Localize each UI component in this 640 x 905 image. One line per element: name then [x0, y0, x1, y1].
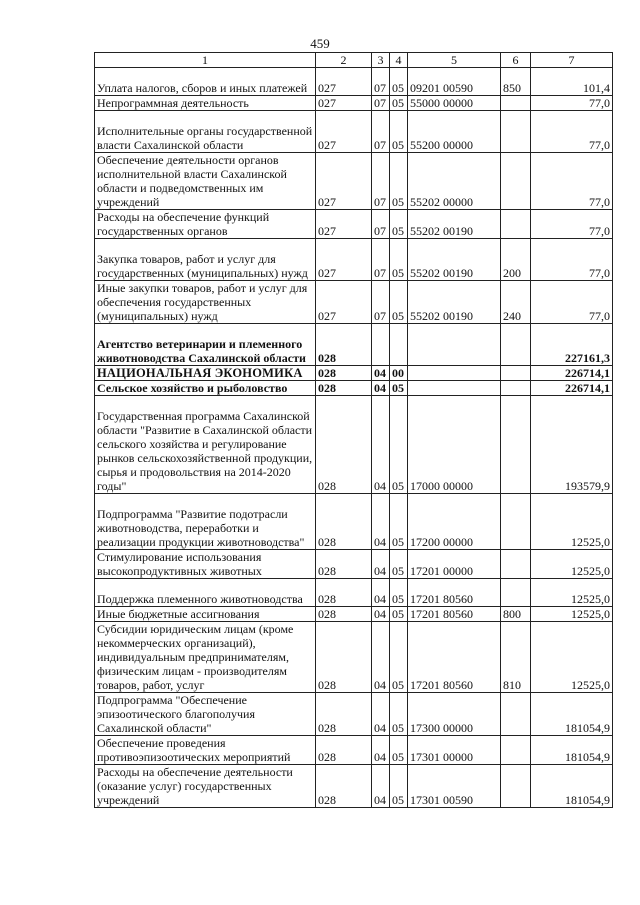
amount: 101,4 [531, 68, 613, 96]
amount: 227161,3 [531, 324, 613, 366]
amount: 77,0 [531, 239, 613, 281]
row-name: Обеспечение деятельности органов исполнительной власти Сахалинской области и подведомственных им учреждений [95, 153, 316, 210]
section-code: 07 [372, 153, 390, 210]
target-article-code [408, 324, 501, 366]
target-article-code: 17300 00000 [408, 693, 501, 736]
section-code: 07 [372, 281, 390, 324]
subsection-code: 05 [390, 736, 408, 765]
table-row [95, 281, 613, 324]
subsection-code: 05 [390, 210, 408, 239]
table-row [95, 239, 613, 281]
column-header: 7 [531, 53, 613, 68]
table-row [95, 96, 613, 111]
section-code: 04 [372, 579, 390, 607]
amount: 181054,9 [531, 736, 613, 765]
admin-code: 028 [316, 736, 372, 765]
table-row [95, 550, 613, 579]
amount: 12525,0 [531, 622, 613, 693]
row-name: Уплата налогов, сборов и иных платежей [95, 68, 316, 96]
amount: 77,0 [531, 111, 613, 153]
amount: 193579,9 [531, 396, 613, 494]
table-row [95, 693, 613, 736]
target-article-code: 17301 00590 [408, 765, 501, 808]
expense-type-code [501, 693, 531, 736]
subsection-code: 05 [390, 281, 408, 324]
table-row [95, 210, 613, 239]
row-name: Подпрограмма "Развитие подотрасли животноводства, переработки и реализации продукции животноводства" [95, 494, 316, 550]
subsection-code: 05 [390, 765, 408, 808]
subsection-code: 05 [390, 494, 408, 550]
column-header: 4 [390, 53, 408, 68]
target-article-code [408, 381, 501, 396]
amount: 181054,9 [531, 693, 613, 736]
budget-table [94, 52, 613, 808]
table-row [95, 366, 613, 381]
section-code: 04 [372, 607, 390, 622]
row-name: Поддержка племенного животноводства [95, 579, 316, 607]
table-row [95, 765, 613, 808]
expense-type-code [501, 381, 531, 396]
subsection-code: 05 [390, 381, 408, 396]
amount: 181054,9 [531, 765, 613, 808]
expense-type-code [501, 396, 531, 494]
column-header: 6 [501, 53, 531, 68]
table-row [95, 579, 613, 607]
admin-code: 027 [316, 281, 372, 324]
row-name: Государственная программа Сахалинской области "Развитие в Сахалинской области сельского хозяйства и регулирование рынков сельскохозяйственной продукции, сырья и продовольствия на 2014-2020 годы" [95, 396, 316, 494]
row-name: Подпрограмма "Обеспечение эпизоотического благополучия Сахалинской области" [95, 693, 316, 736]
section-code: 04 [372, 693, 390, 736]
table-row [95, 494, 613, 550]
column-header: 1 [95, 53, 316, 68]
admin-code: 027 [316, 111, 372, 153]
column-header: 5 [408, 53, 501, 68]
admin-code: 027 [316, 68, 372, 96]
target-article-code: 09201 00590 [408, 68, 501, 96]
amount: 77,0 [531, 281, 613, 324]
section-code: 07 [372, 96, 390, 111]
section-code: 07 [372, 239, 390, 281]
row-name: Расходы на обеспечение функций государственных органов [95, 210, 316, 239]
table-header-row [95, 53, 613, 68]
target-article-code: 55202 00190 [408, 239, 501, 281]
row-name: НАЦИОНАЛЬНАЯ ЭКОНОМИКА [95, 366, 316, 381]
target-article-code [408, 366, 501, 381]
row-name: Субсидии юридическим лицам (кроме некоммерческих организаций), индивидуальным предпринимателям, физическим лицам - производителям товаров, работ, услуг [95, 622, 316, 693]
amount: 12525,0 [531, 550, 613, 579]
expense-type-code: 850 [501, 68, 531, 96]
expense-type-code [501, 494, 531, 550]
amount: 77,0 [531, 153, 613, 210]
target-article-code: 55202 00000 [408, 153, 501, 210]
target-article-code: 17201 80560 [408, 579, 501, 607]
admin-code: 028 [316, 607, 372, 622]
subsection-code: 05 [390, 153, 408, 210]
subsection-code: 05 [390, 622, 408, 693]
row-name: Обеспечение проведения противоэпизоотических мероприятий [95, 736, 316, 765]
subsection-code: 05 [390, 96, 408, 111]
admin-code: 027 [316, 153, 372, 210]
amount: 77,0 [531, 210, 613, 239]
target-article-code: 55202 00190 [408, 281, 501, 324]
column-header: 2 [316, 53, 372, 68]
target-article-code: 55202 00190 [408, 210, 501, 239]
amount: 12525,0 [531, 579, 613, 607]
expense-type-code [501, 550, 531, 579]
subsection-code: 05 [390, 111, 408, 153]
subsection-code: 05 [390, 396, 408, 494]
table-row [95, 381, 613, 396]
admin-code: 028 [316, 693, 372, 736]
table-row [95, 396, 613, 494]
table-row [95, 607, 613, 622]
table-row [95, 736, 613, 765]
table-row [95, 68, 613, 96]
expense-type-code: 800 [501, 607, 531, 622]
expense-type-code: 200 [501, 239, 531, 281]
expense-type-code [501, 324, 531, 366]
target-article-code: 17200 00000 [408, 494, 501, 550]
section-code: 04 [372, 765, 390, 808]
expense-type-code [501, 736, 531, 765]
row-name: Иные закупки товаров, работ и услуг для обеспечения государственных (муниципальных) нужд [95, 281, 316, 324]
subsection-code [390, 324, 408, 366]
admin-code: 028 [316, 381, 372, 396]
target-article-code: 17201 80560 [408, 607, 501, 622]
subsection-code: 05 [390, 550, 408, 579]
expense-type-code [501, 96, 531, 111]
section-code: 04 [372, 381, 390, 396]
subsection-code: 05 [390, 239, 408, 281]
section-code: 07 [372, 210, 390, 239]
subsection-code: 05 [390, 693, 408, 736]
column-header: 3 [372, 53, 390, 68]
row-name: Стимулирование использования высокопродуктивных животных [95, 550, 316, 579]
amount: 12525,0 [531, 494, 613, 550]
expense-type-code [501, 765, 531, 808]
section-code: 04 [372, 736, 390, 765]
admin-code: 028 [316, 494, 372, 550]
table-row [95, 622, 613, 693]
row-name: Сельское хозяйство и рыболовство [95, 381, 316, 396]
expense-type-code [501, 153, 531, 210]
section-code: 04 [372, 550, 390, 579]
page-number: 459 [310, 36, 330, 51]
amount: 77,0 [531, 96, 613, 111]
subsection-code: 05 [390, 68, 408, 96]
target-article-code: 17201 00000 [408, 550, 501, 579]
section-code: 04 [372, 366, 390, 381]
amount: 226714,1 [531, 381, 613, 396]
row-name: Закупка товаров, работ и услуг для государственных (муниципальных) нужд [95, 239, 316, 281]
target-article-code: 17301 00000 [408, 736, 501, 765]
target-article-code: 55000 00000 [408, 96, 501, 111]
target-article-code: 55200 00000 [408, 111, 501, 153]
admin-code: 028 [316, 765, 372, 808]
expense-type-code: 810 [501, 622, 531, 693]
expense-type-code [501, 366, 531, 381]
expense-type-code: 240 [501, 281, 531, 324]
section-code: 07 [372, 111, 390, 153]
target-article-code: 17201 80560 [408, 622, 501, 693]
subsection-code: 05 [390, 579, 408, 607]
table-row [95, 111, 613, 153]
amount: 12525,0 [531, 607, 613, 622]
row-name: Исполнительные органы государственной власти Сахалинской области [95, 111, 316, 153]
admin-code: 027 [316, 210, 372, 239]
table-row [95, 153, 613, 210]
admin-code: 028 [316, 579, 372, 607]
section-code: 04 [372, 396, 390, 494]
expense-type-code [501, 210, 531, 239]
row-name: Агентство ветеринарии и племенного животноводства Сахалинской области [95, 324, 316, 366]
section-code [372, 324, 390, 366]
row-name: Непрограммная деятельность [95, 96, 316, 111]
admin-code: 027 [316, 239, 372, 281]
amount: 226714,1 [531, 366, 613, 381]
table-row [95, 324, 613, 366]
admin-code: 028 [316, 396, 372, 494]
admin-code: 028 [316, 550, 372, 579]
admin-code: 027 [316, 96, 372, 111]
row-name: Иные бюджетные ассигнования [95, 607, 316, 622]
subsection-code: 00 [390, 366, 408, 381]
section-code: 04 [372, 494, 390, 550]
expense-type-code [501, 579, 531, 607]
admin-code: 028 [316, 324, 372, 366]
section-code: 07 [372, 68, 390, 96]
admin-code: 028 [316, 622, 372, 693]
target-article-code: 17000 00000 [408, 396, 501, 494]
row-name: Расходы на обеспечение деятельности (оказание услуг) государственных учреждений [95, 765, 316, 808]
expense-type-code [501, 111, 531, 153]
section-code: 04 [372, 622, 390, 693]
subsection-code: 05 [390, 607, 408, 622]
admin-code: 028 [316, 366, 372, 381]
